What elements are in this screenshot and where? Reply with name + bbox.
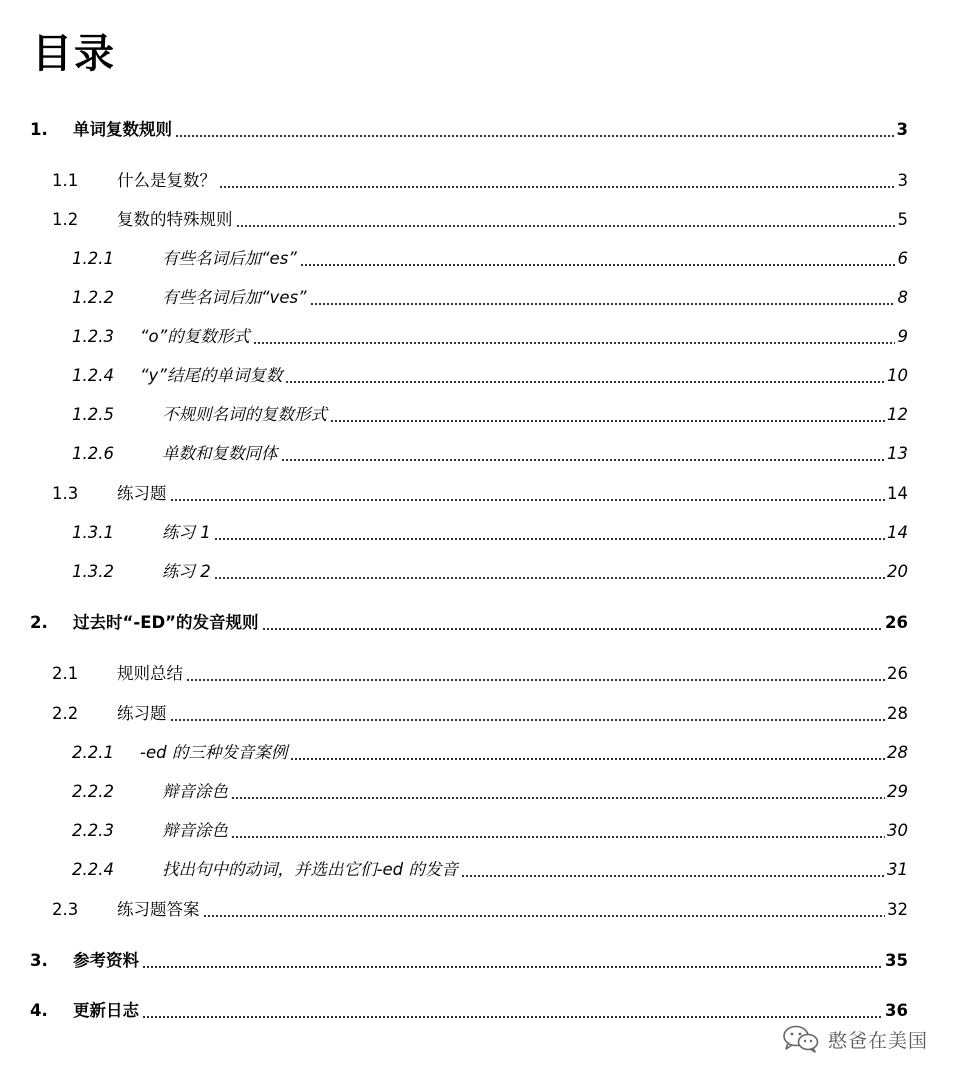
toc-entry[interactable] bbox=[52, 481, 908, 507]
toc-entry-number: 2.2.3 bbox=[72, 821, 114, 840]
toc-dot-leader bbox=[262, 628, 883, 630]
toc-entry-title: 练习题 bbox=[117, 704, 167, 723]
toc-dot-leader bbox=[170, 719, 885, 721]
toc-entry-number: 2.2.4 bbox=[72, 860, 114, 879]
toc-entry-page-number: 32 bbox=[887, 900, 908, 919]
toc-entry-page-number: 35 bbox=[885, 951, 908, 970]
toc-entry-number: 1.2.2 bbox=[72, 288, 114, 307]
toc-entry-page-number: 6 bbox=[897, 249, 908, 268]
toc-entry-number: 2.2 bbox=[52, 704, 79, 723]
toc-entry-title: 练习题答案 bbox=[117, 900, 200, 919]
toc-entry-number: 1.2.5 bbox=[72, 405, 114, 424]
toc-entry-title: 规则总结 bbox=[117, 664, 183, 683]
toc-entry-page-number: 9 bbox=[897, 327, 908, 346]
toc-dot-leader bbox=[186, 679, 885, 681]
toc-entry-title: 找出句中的动词，并选出它们-ed 的发音 bbox=[162, 860, 458, 879]
toc-dot-leader bbox=[253, 342, 895, 344]
toc-entry-title: 什么是复数？ bbox=[117, 171, 216, 190]
toc-entry-number: 1.3 bbox=[52, 484, 79, 503]
toc-entry-page-number: 26 bbox=[887, 664, 908, 683]
toc-entry-title: 有些名词后加“ves” bbox=[162, 288, 307, 307]
toc-entry-title: 过去时“-ED”的发音规则 bbox=[73, 613, 259, 632]
toc-entry-page-number: 14 bbox=[887, 484, 908, 503]
toc-dot-leader bbox=[219, 186, 895, 188]
toc-entry-title: 辩音涂色 bbox=[162, 782, 228, 801]
toc-entry[interactable] bbox=[72, 441, 908, 467]
toc-entry[interactable] bbox=[30, 998, 908, 1024]
toc-entry[interactable] bbox=[52, 661, 908, 687]
toc-entry-page-number: 36 bbox=[885, 1001, 908, 1020]
toc-dot-leader bbox=[461, 875, 885, 877]
toc-entry-page-number: 14 bbox=[887, 523, 908, 542]
toc-entry-page-number: 5 bbox=[897, 210, 908, 229]
watermark bbox=[782, 1024, 928, 1054]
toc-entry[interactable] bbox=[72, 740, 908, 766]
toc-dot-leader bbox=[290, 758, 885, 760]
toc-entry[interactable] bbox=[72, 818, 908, 844]
toc-dot-leader bbox=[142, 966, 883, 968]
toc-entry-page-number: 29 bbox=[887, 782, 908, 801]
toc-entry-title: 练习 1 bbox=[162, 523, 211, 542]
toc-entry-page-number: 8 bbox=[897, 288, 908, 307]
toc-entry[interactable] bbox=[72, 324, 908, 350]
toc-dot-leader bbox=[214, 538, 885, 540]
toc-entry-page-number: 13 bbox=[887, 444, 908, 463]
toc-entry-number: 1.2.6 bbox=[72, 444, 114, 463]
toc-entry-page-number: 28 bbox=[887, 704, 908, 723]
toc-dot-leader bbox=[285, 381, 885, 383]
toc-entry-title: 不规则名词的复数形式 bbox=[162, 405, 327, 424]
toc-entry[interactable] bbox=[72, 559, 908, 585]
toc-entry-page-number: 30 bbox=[887, 821, 908, 840]
toc-entry-title: 练习 2 bbox=[162, 562, 211, 581]
toc-entry[interactable] bbox=[72, 402, 908, 428]
toc-entry-number: 2.3 bbox=[52, 900, 79, 919]
toc-dot-leader bbox=[203, 915, 885, 917]
toc-entry[interactable] bbox=[52, 168, 908, 194]
toc-entry-number: 4. bbox=[30, 1001, 48, 1020]
toc-entry-page-number: 3 bbox=[897, 171, 908, 190]
toc-entry-page-number: 28 bbox=[887, 743, 908, 762]
toc-dot-leader bbox=[281, 459, 885, 461]
toc-entry-number: 1.2 bbox=[52, 210, 79, 229]
toc-entry-title: 有些名词后加“es” bbox=[162, 249, 297, 268]
toc-entry-number: 2.2.2 bbox=[72, 782, 114, 801]
toc-dot-leader bbox=[175, 135, 895, 137]
toc-entry[interactable] bbox=[72, 520, 908, 546]
toc-entry[interactable] bbox=[30, 948, 908, 974]
watermark-text: 憨爸在美国 bbox=[827, 1029, 928, 1052]
toc-entry-number: 2. bbox=[30, 613, 48, 632]
toc-dot-leader bbox=[236, 225, 895, 227]
toc-entry-number: 1.1 bbox=[52, 171, 79, 190]
toc-entry-number: 1.3.2 bbox=[72, 562, 114, 581]
page-title: 目录 bbox=[32, 31, 116, 77]
toc-dot-leader bbox=[142, 1016, 883, 1018]
wechat-icon bbox=[782, 1024, 820, 1054]
toc-entry-title: 参考资料 bbox=[73, 951, 139, 970]
toc-entry-title: “o”的复数形式 bbox=[140, 327, 250, 346]
toc-entry[interactable] bbox=[72, 857, 908, 883]
toc-entry-page-number: 10 bbox=[887, 366, 908, 385]
toc-entry-title: “y”结尾的单词复数 bbox=[140, 366, 283, 385]
toc-entry[interactable] bbox=[72, 363, 908, 389]
toc-entry[interactable] bbox=[52, 701, 908, 727]
toc-dot-leader bbox=[310, 303, 895, 305]
toc-entry-title: 练习题 bbox=[117, 484, 167, 503]
toc-entry[interactable] bbox=[72, 246, 908, 272]
toc-dot-leader bbox=[330, 420, 885, 422]
toc-dot-leader bbox=[170, 499, 885, 501]
toc-entry[interactable] bbox=[30, 610, 908, 636]
toc-entry-number: 1.2.3 bbox=[72, 327, 114, 346]
toc-entry-number: 1.2.1 bbox=[72, 249, 114, 268]
toc-dot-leader bbox=[300, 264, 895, 266]
toc-entry-number: 3. bbox=[30, 951, 48, 970]
toc-entry-title: 复数的特殊规则 bbox=[117, 210, 233, 229]
toc-entry-title: 辩音涂色 bbox=[162, 821, 228, 840]
toc-entry[interactable] bbox=[52, 897, 908, 923]
toc-entry[interactable] bbox=[30, 117, 908, 143]
toc-entry-page-number: 20 bbox=[887, 562, 908, 581]
toc-entry-number: 1.3.1 bbox=[72, 523, 114, 542]
toc-entry-number: 1. bbox=[30, 120, 48, 139]
toc-entry-title: 更新日志 bbox=[73, 1001, 139, 1020]
toc-dot-leader bbox=[214, 577, 885, 579]
toc-entry-number: 2.2.1 bbox=[72, 743, 114, 762]
toc-entry-number: 1.2.4 bbox=[72, 366, 114, 385]
toc-entry[interactable] bbox=[72, 779, 908, 805]
toc-entry-page-number: 26 bbox=[885, 613, 908, 632]
toc-entry-page-number: 31 bbox=[887, 860, 908, 879]
toc-entry-title: 单数和复数同体 bbox=[162, 444, 278, 463]
toc-entry[interactable] bbox=[52, 207, 908, 233]
toc-entry-title: 单词复数规则 bbox=[73, 120, 172, 139]
toc-entry[interactable] bbox=[72, 285, 908, 311]
toc-entry-title: -ed 的三种发音案例 bbox=[140, 743, 288, 762]
toc-dot-leader bbox=[231, 836, 885, 838]
toc-entry-page-number: 3 bbox=[896, 120, 908, 139]
toc-dot-leader bbox=[231, 797, 885, 799]
toc-entry-number: 2.1 bbox=[52, 664, 79, 683]
toc-entry-page-number: 12 bbox=[887, 405, 908, 424]
